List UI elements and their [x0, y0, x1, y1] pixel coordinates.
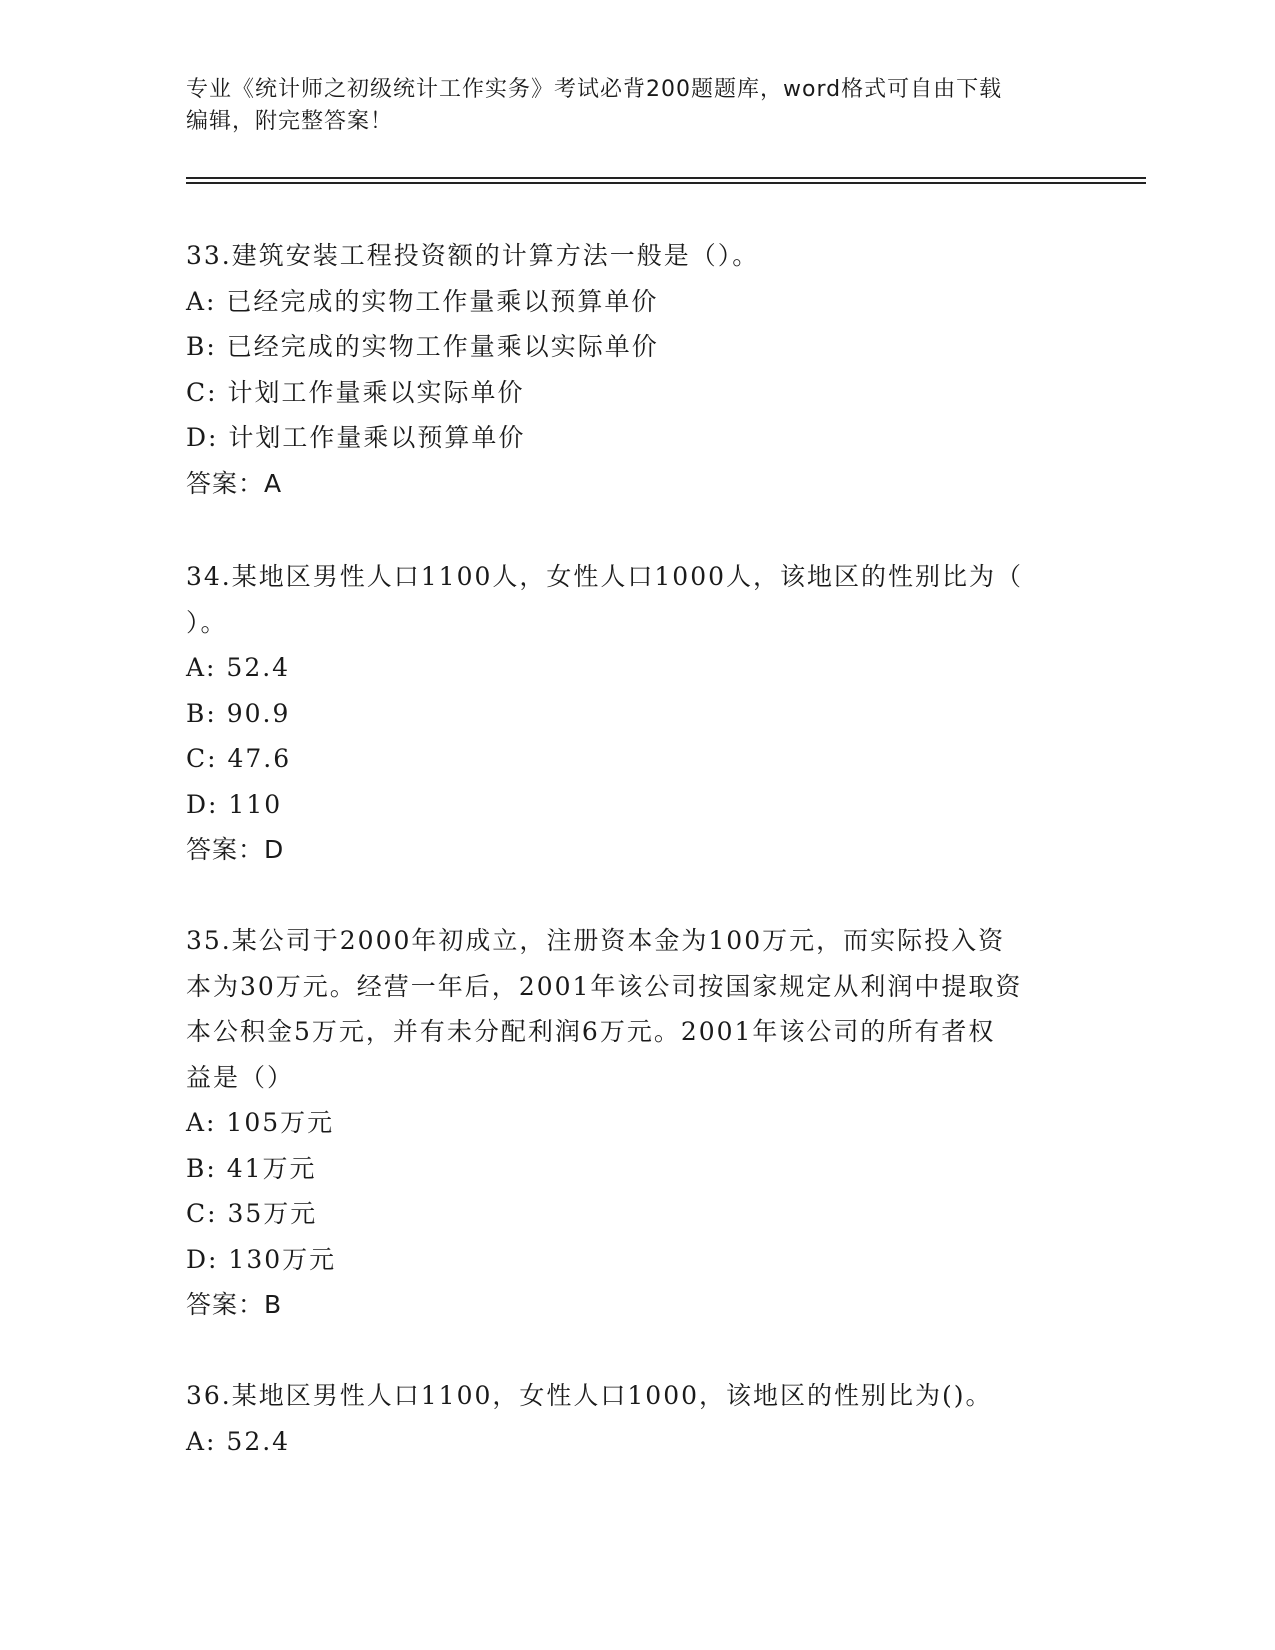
question-stem-line: ）。: [186, 607, 228, 637]
answer-label: 答案：D: [186, 835, 285, 864]
header-divider-top: [186, 177, 1146, 179]
question-34: [186, 554, 1086, 873]
option-b: B: 已经完成的实物工作量乘以实际单价: [186, 332, 659, 361]
question-stem-line: 本公积金5万元，并有未分配利润6万元。2001年该公司的所有者权: [186, 1017, 996, 1046]
option-c: C: 计划工作量乘以实际单价: [186, 377, 525, 407]
option-a: A: 已经完成的实物工作量乘以预算单价: [186, 286, 659, 316]
option-d: D: 110: [186, 789, 283, 819]
option-a: A: 52.4: [186, 653, 291, 682]
header-divider-bottom: [186, 182, 1146, 184]
question-36: [186, 1373, 1086, 1464]
option-c: C: 35万元: [186, 1199, 318, 1228]
option-d: D: 130万元: [186, 1244, 337, 1274]
question-stem-line: 33.建筑安装工程投资额的计算方法一般是（）。: [186, 241, 760, 270]
question-stem-line: 本为30万元。经营一年后，2001年该公司按国家规定从利润中提取资: [186, 971, 1023, 1001]
question-stem-line: 35.某公司于2000年初成立，注册资本金为100万元，而实际投入资: [186, 926, 1006, 955]
option-a: A: 105万元: [186, 1108, 335, 1137]
option-b: B: 90.9: [186, 698, 291, 728]
question-33: [186, 233, 1086, 506]
option-a: A: 52.4: [186, 1426, 291, 1456]
header-line-2: 编辑，附完整答案！: [186, 109, 394, 134]
option-d: D: 计划工作量乘以预算单价: [186, 423, 526, 452]
question-35: [186, 918, 1086, 1328]
answer-label: 答案：A: [186, 468, 283, 498]
answer-label: 答案：B: [186, 1290, 283, 1319]
question-stem-line: 34.某地区男性人口1100人，女性人口1000人，该地区的性别比为（: [186, 562, 1024, 591]
option-b: B: 41万元: [186, 1153, 317, 1183]
document-header: [186, 74, 1086, 138]
header-line-1: 专业《统计师之初级统计工作实务》考试必背200题题库，word格式可自由下载: [186, 77, 1003, 102]
question-stem-line: 益是（）: [186, 1062, 295, 1092]
question-stem-line: 36.某地区男性人口1100，女性人口1000，该地区的性别比为()。: [186, 1381, 993, 1410]
option-c: C: 47.6: [186, 744, 292, 773]
